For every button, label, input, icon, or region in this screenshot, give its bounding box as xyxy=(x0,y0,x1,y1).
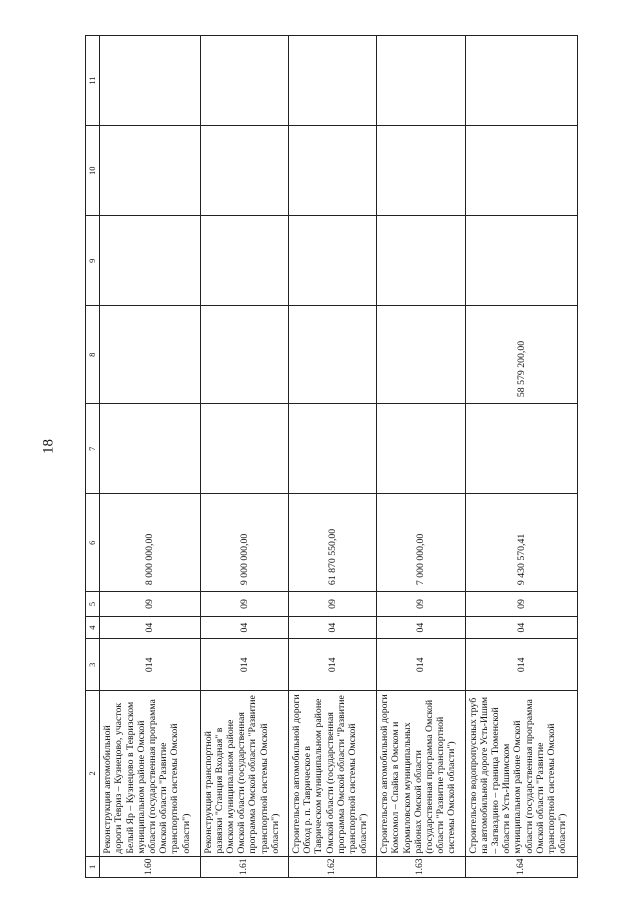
cell-empty xyxy=(465,36,577,126)
cell-empty xyxy=(465,216,577,306)
cell-empty xyxy=(465,126,577,216)
cell-amount-2 xyxy=(200,306,288,404)
cell-amount: 8 000 000,00 xyxy=(100,494,200,592)
cell-empty xyxy=(100,404,200,494)
table-row xyxy=(377,36,465,878)
cell-empty xyxy=(377,36,465,126)
cell-amount-2: 58 579 200,00 xyxy=(465,306,577,404)
column-header: 7 xyxy=(86,404,100,494)
cell-amount-2 xyxy=(377,306,465,404)
cell-section: 04 xyxy=(288,616,376,639)
cell-empty xyxy=(100,216,200,306)
column-header: 5 xyxy=(86,592,100,617)
cell-empty xyxy=(288,36,376,126)
row-number: 1.62 xyxy=(288,856,376,877)
column-header: 10 xyxy=(86,126,100,216)
column-header: 4 xyxy=(86,616,100,639)
cell-section: 04 xyxy=(200,616,288,639)
cell-empty xyxy=(200,404,288,494)
table-row xyxy=(200,36,288,878)
header-row xyxy=(86,36,100,878)
column-header: 11 xyxy=(86,36,100,126)
item-name: Строительство автомобильной дороги Комсомол – Спайка в Омском и Кормиловском муниципальных районах Омской области (государственная программа Омской области "Развитие транспортной системы Омской области") xyxy=(377,691,465,856)
table-row xyxy=(465,36,577,878)
cell-empty xyxy=(100,36,200,126)
cell-code: 014 xyxy=(288,639,376,691)
cell-empty xyxy=(200,216,288,306)
item-name: Строительство автомобильной дороги Обход р. п. Таврическое в Таврическом муниципальном районе Омской области (государственная программа Омской области "Развитие транспортной системы Омской области") xyxy=(288,691,376,856)
cell-empty xyxy=(377,126,465,216)
column-header: 1 xyxy=(86,856,100,877)
cell-section: 04 xyxy=(465,616,577,639)
budget-table xyxy=(85,35,578,878)
table-row xyxy=(288,36,376,878)
item-name: Строительство водопропускных труб на автомобильной дороге Усть-Ишим – Загваздино – граница Тюменской области в Усть-Ишимском муниципальном районе Омской области (государственная программа Омской области "Развитие транспортной системы Омской области") xyxy=(465,691,577,856)
cell-amount-2 xyxy=(288,306,376,404)
cell-section: 04 xyxy=(100,616,200,639)
cell-code: 014 xyxy=(465,639,577,691)
column-header: 6 xyxy=(86,494,100,592)
cell-amount-2 xyxy=(100,306,200,404)
cell-amount: 61 870 550,00 xyxy=(288,494,376,592)
cell-amount: 7 000 000,00 xyxy=(377,494,465,592)
cell-code: 014 xyxy=(200,639,288,691)
cell-amount: 9 430 570,41 xyxy=(465,494,577,592)
cell-empty xyxy=(377,216,465,306)
cell-subsection: 09 xyxy=(377,592,465,617)
cell-empty xyxy=(200,126,288,216)
row-number: 1.60 xyxy=(100,856,200,877)
cell-section: 04 xyxy=(377,616,465,639)
row-number: 1.64 xyxy=(465,856,577,877)
column-header: 9 xyxy=(86,216,100,306)
page-number: 18 xyxy=(40,439,57,454)
rotated-table-wrapper xyxy=(85,35,578,878)
column-header: 8 xyxy=(86,306,100,404)
cell-empty xyxy=(288,216,376,306)
cell-empty xyxy=(465,404,577,494)
cell-subsection: 09 xyxy=(465,592,577,617)
table-row xyxy=(100,36,200,878)
column-header: 2 xyxy=(86,691,100,856)
cell-code: 014 xyxy=(377,639,465,691)
cell-amount: 9 000 000,00 xyxy=(200,494,288,592)
item-name: Реконструкция автомобильной дороги Тевриз – Кузнецово, участок Белый Яр – Кузнецово в Тевризском муниципальном районе Омской области (государственная программа Омской области "Развитие транспортной системы Омской области") xyxy=(100,691,200,856)
cell-empty xyxy=(288,126,376,216)
cell-empty xyxy=(100,126,200,216)
row-number: 1.63 xyxy=(377,856,465,877)
cell-code: 014 xyxy=(100,639,200,691)
row-number: 1.61 xyxy=(200,856,288,877)
cell-subsection: 09 xyxy=(100,592,200,617)
cell-subsection: 09 xyxy=(288,592,376,617)
item-name: Реконструкция транспортной развязки "Станция Входная" в Омском муниципальном районе Омской области (государственная программа Омской области "Развитие транспортной системы Омской области") xyxy=(200,691,288,856)
cell-empty xyxy=(288,404,376,494)
cell-subsection: 09 xyxy=(200,592,288,617)
cell-empty xyxy=(377,404,465,494)
cell-empty xyxy=(200,36,288,126)
column-header: 3 xyxy=(86,639,100,691)
